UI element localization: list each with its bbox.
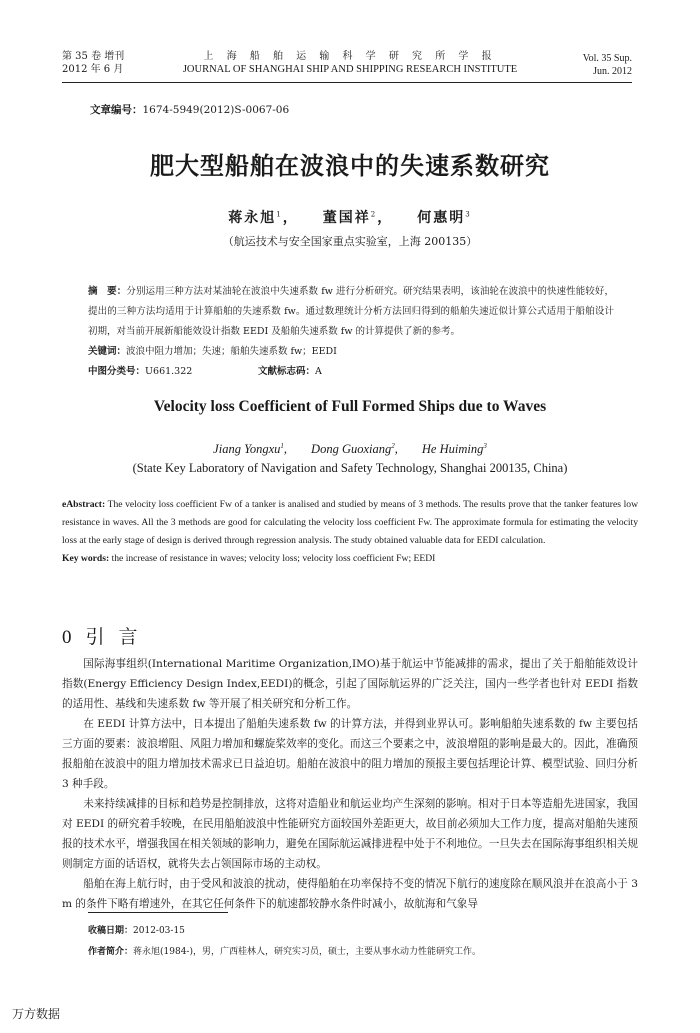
- header-rule: [62, 82, 632, 83]
- author-name: 何惠明: [417, 210, 466, 226]
- clc-label: 中图分类号：: [88, 366, 146, 377]
- keywords-cn: [88, 342, 614, 362]
- author-bio-label: 作者简介：: [88, 947, 134, 957]
- keywords-en-text: the increase of resistance in waves; velocity loss; velocity loss coefficient Fw; EEDI: [109, 553, 436, 564]
- author-sup: 1: [280, 442, 284, 450]
- received-date: [88, 921, 628, 942]
- title-en: Velocity loss Coefficient of Full Formed Ships due to Waves: [153, 398, 547, 415]
- author-sup: 2: [370, 210, 378, 219]
- author-sup: 1: [276, 210, 283, 219]
- authors-en: Jiang Yongxu$^1$, Dong Guoxiang$^2$, He Huiming$^3$: [213, 442, 487, 457]
- doc-code-value: A: [315, 366, 322, 377]
- section-heading: [62, 622, 152, 649]
- affiliation-en: (State Key Laboratory of Navigation and Safety Technology, Shanghai 200135, China): [132, 461, 568, 475]
- footnote-rule: [88, 912, 228, 913]
- doc-code-label: 文献标志码：: [258, 366, 316, 377]
- abstract-en-text: The velocity loss coefficient Fw of a tanker is analised and studied by means of 3 methods. The results prove that the tanker features low resistance in waves. All the 3 methods are good for calculating the velocity loss coefficient Fw. The approximate formula for estimating the velocity loss at the early stage of design is derived through regression analysis. The study obtained valuable data for EEDI calculation.: [62, 499, 638, 546]
- authors-cn: 蒋永旭$^1$， 董国祥$^2$， 何惠明$^3$: [228, 210, 472, 226]
- keywords-en: [62, 550, 638, 568]
- title-cn: 肥大型船舶在波浪中的失速系数研究: [150, 152, 550, 180]
- section-number: 0: [62, 627, 72, 648]
- author-name: Jiang Yongxu: [213, 442, 281, 457]
- journal-name-cn: 上 海 船 舶 运 输 科 学 研 究 所 学 报: [203, 51, 497, 62]
- section-title: 引言: [85, 626, 152, 648]
- author-sup: 3: [483, 442, 487, 450]
- abstract-en-paragraph: [62, 496, 638, 550]
- body-text: [62, 654, 638, 914]
- body-paragraph: 国际海事组织(International Maritime Organization,IMO)基于航运中节能减排的需求，提出了关于船舶能效设计指数(Energy Efficiency Design Index,EEDI)的概念，引起了国际航运界的广泛关注，国内一些学者也针对 EEDI 指数的适用性、基线和失速系数 fw 等开展了相关研究和分析工作。: [62, 658, 638, 710]
- date-en: Jun. 2012: [593, 66, 632, 77]
- abstract-cn-paragraph: [88, 282, 614, 342]
- author-name: 蒋永旭: [228, 210, 277, 226]
- article-number-label: 文章编号：: [90, 104, 143, 116]
- abstract-en: [62, 496, 638, 568]
- date-cn: 2012 年 6 月: [62, 64, 124, 75]
- volume-cn: 第 35 卷 增刊: [62, 51, 125, 62]
- journal-issue-en: [583, 52, 632, 78]
- author-sup: 2: [391, 442, 395, 450]
- journal-issue-cn: [62, 50, 124, 76]
- keywords-en-label: Key words:: [62, 553, 110, 564]
- article-number: [90, 102, 289, 117]
- keywords-cn-label: 关键词：: [88, 346, 127, 357]
- body-paragraph: 在 EEDI 计算方法中，日本提出了船舶失速系数 fw 的计算方法，并得到业界认可。影响船舶失速系数的 fw 主要包括三方面的要素：波浪增阻、风阻力增加和螺旋桨效率的变化。而这三个要素之中，波浪增阻的影响是最大的。因此，准确预报船舶在波浪中的阻力增加技术需求已日益迫切。船舶在波浪中的阻力增加的预报主要包括理论计算、模型试验、回归分析 3 种手段。: [62, 718, 638, 790]
- author-name: Dong Guoxiang: [311, 442, 392, 457]
- keywords-cn-text: 波浪中阻力增加；失速；船舶失速系数 fw；EEDI: [126, 346, 337, 357]
- journal-name: [150, 50, 550, 76]
- author-name: 董国祥: [322, 210, 371, 226]
- affiliation-cn: （航运技术与安全国家重点实验室，上海 200135）: [222, 235, 478, 248]
- body-paragraph: 未来持续减排的目标和趋势是控制排放，这将对造船业和航运业均产生深刻的影响。相对于日本等造船先进国家，我国对 EEDI 的研究着手较晚，在民用船舶波浪中性能研究方面较国外差距更大，故目前必须加大工作力度，提高对船舶失速预报的技术水平，增强我国在相关领域的影响力，避免在国际航运减排进程中处于不利地位。一旦失去在国际海事组织相关规则制定方面的话语权，就将失去占领国际市场的主动权。: [62, 798, 638, 870]
- watermark: 万方数据: [12, 1007, 61, 1021]
- abstract-cn-label: 摘 要：: [88, 286, 127, 297]
- volume-en: Vol. 35 Sup.: [582, 53, 632, 64]
- journal-name-en: JOURNAL OF SHANGHAI SHIP AND SHIPPING RESEARCH INSTITUTE: [182, 64, 518, 75]
- received-label: 收稿日期：: [88, 926, 134, 936]
- clc-value: U661.322: [145, 366, 193, 377]
- footnote: [88, 921, 628, 963]
- abstract-cn: [88, 282, 614, 382]
- abstract-en-label: eAbstract:: [62, 499, 106, 510]
- author-sup: 3: [465, 210, 472, 219]
- author-bio-text: 蒋永旭(1984-)，男，广西桂林人，研究实习员，硕士，主要从事水动力性能研究工作。: [133, 947, 481, 957]
- article-number-value: 1674-5949(2012)S-0067-06: [142, 104, 290, 116]
- author-name: He Huiming: [421, 442, 484, 457]
- abstract-cn-text: 分别运用三种方法对某油轮在波浪中失速系数 fw 进行分析研究。研究结果表明，该油轮在波浪中的快速性能较好，提出的三种方法均适用于计算船舶的失速系数 fw。通过数理统计分析方法回归得到的船舶失速近似计算公式适用于船舶设计初期，对当前开展新船能效设计指数 EEDI 及船舶失速系数 fw 的计算提供了新的参考。: [88, 286, 614, 337]
- received-value: 2012-03-15: [133, 926, 185, 936]
- classification-row: [88, 362, 614, 382]
- body-paragraph: 船舶在海上航行时，由于受风和波浪的扰动，使得船舶在功率保持不变的情况下航行的速度除在顺风浪并在浪高小于 3 m 的条件下略有增速外，在其它任何条件下的航速都较静水条件时减小，故航海和气象导: [62, 878, 638, 910]
- author-bio: [88, 942, 628, 963]
